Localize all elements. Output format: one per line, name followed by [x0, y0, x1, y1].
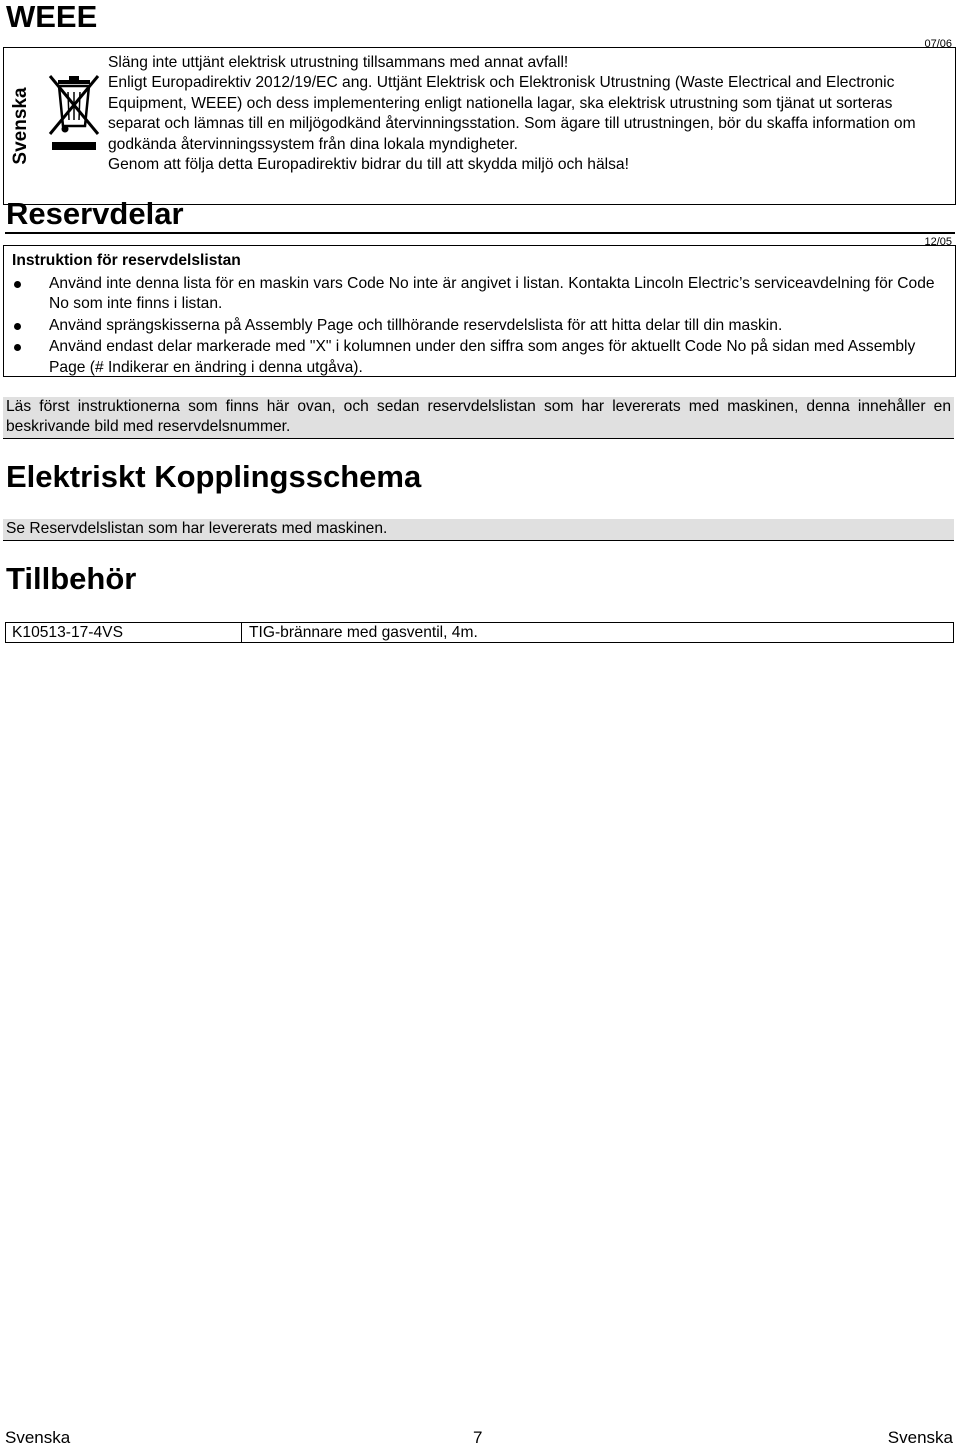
weee-revision: 07/06: [924, 38, 952, 50]
spare-parts-note: [3, 397, 954, 439]
weee-title: WEEE: [6, 0, 98, 34]
list-item: Använd endast delar markerade med "X" i kolumnen under den siffra som anges för aktuellt Code No på sidan med Assembly Page (# Indikerar en ändring i denna utgåva).: [12, 337, 942, 378]
weee-paragraph: Genom att följa detta Europadirektiv bidrar du till att skydda miljö och hälsa!: [108, 156, 629, 174]
instruction-list: [12, 274, 942, 379]
accessory-description: TIG-brännare med gasventil, 4m.: [249, 624, 478, 641]
instruction-heading: Instruktion för reservdelslistan: [12, 252, 241, 269]
wiring-note: [3, 519, 954, 541]
spare-parts-revision: 12/05: [924, 236, 952, 248]
weee-text: [108, 53, 948, 175]
wiring-title: Elektriskt Kopplingsschema: [6, 459, 422, 494]
spare-parts-instruction-box: [3, 245, 956, 377]
weee-paragraph: Släng inte uttjänt elektrisk utrustning tillsammans med annat avfall!: [108, 54, 569, 71]
footer-language-right: Svenska: [887, 1428, 953, 1447]
accessories-title: Tillbehör: [6, 561, 137, 596]
accessories-table: [5, 622, 954, 643]
footer-page-number: 7: [473, 1428, 483, 1447]
weee-box: [3, 47, 956, 205]
list-item: Använd sprängskisserna på Assembly Page och tillhörande reservdelslista för att hitta delar till din maskin.: [12, 316, 942, 336]
footer-language-left: Svenska: [5, 1428, 71, 1447]
weee-paragraph: Enligt Europadirektiv 2012/19/EC ang. Uttjänt Elektrisk och Elektronisk Utrustning (Waste Electrical and Electronic Equipment, WEEE) och dess implementering enligt nationella lagar, ska elektrisk utrustning som tjänat ut sorteras separat och lämnas till en miljögodkänd återvinningsstation. Som ägare till utrustningen, bör du skaffa information om godkända återvinningssystem från dina lokala myndigheter.: [108, 74, 916, 153]
list-item: Använd inte denna lista för en maskin vars Code No inte är angivet i listan. Kontakta Lincoln Electric’s serviceavdelning för Code No som inte finns i listan.: [12, 274, 942, 315]
language-side-label: [4, 48, 38, 204]
spare-parts-note-text: Läs först instruktionerna som finns här ovan, och sedan reservdelslistan som har levererats med maskinen, denna innehåller en beskrivande bild med reservdelsnummer.: [6, 398, 951, 436]
spare-parts-rule: [5, 232, 955, 234]
language-label: Svenska: [10, 87, 31, 165]
crossed-out-wheelie-bin-icon: [46, 72, 102, 158]
spare-parts-title: Reservdelar: [6, 196, 184, 231]
wiring-note-text: Se Reservdelslistan som har levererats med maskinen.: [6, 520, 388, 537]
accessory-code: K10513-17-4VS: [6, 623, 242, 642]
